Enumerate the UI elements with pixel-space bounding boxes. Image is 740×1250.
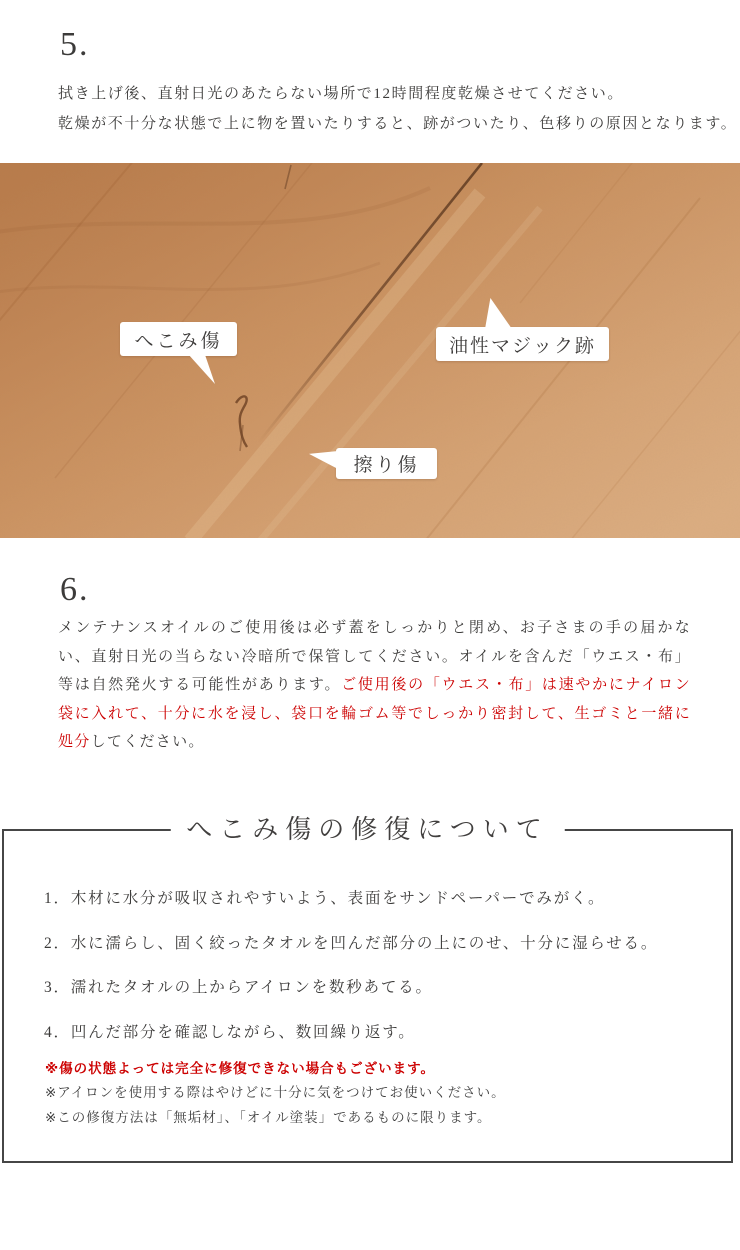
section5-text [58, 79, 737, 139]
repair-steps-list [44, 877, 658, 1055]
dent-repair-section-box [2, 815, 733, 1163]
repair-step-2: 2．水に濡らし、固く絞ったタオルを凹んだ部分の上にのせ、十分に湿らせる。 [44, 934, 659, 952]
section6-text-normal-1: メンテナンスオイルのご使用後は必ず蓋をしっかりと閉め、お子さまの手の届かない、直射日光の当らない冷暗所で保管してください。オイルを含んだ「ウエス・布」等は自然発火する可能性があります。 [58, 620, 691, 694]
wood-texture-graphic [0, 163, 740, 538]
callout-scratch: 擦り傷 [336, 448, 437, 479]
note-line-material: ※この修復方法は「無垢材」、「オイル塗装」であるものに限ります。 [45, 1109, 492, 1125]
callout-dent: へこみ傷 [120, 322, 237, 356]
repair-step-3: 3．濡れたタオルの上からアイロンを数秒あてる。 [44, 979, 433, 996]
note-line-warning: ※傷の状態よっては完全に修復できない場合もございます。 [45, 1061, 436, 1076]
section6-paragraph [58, 614, 691, 757]
note-line-iron: ※アイロンを使用する際はやけどに十分に気をつけてお使いください。 [45, 1085, 506, 1101]
repair-section-title: へこみ傷の修復について [170, 812, 564, 848]
callout-marker-mark: 油性マジック跡 [436, 327, 609, 361]
repair-notes [45, 1057, 506, 1130]
repair-step-1: 1．木材に水分が吸収されやすいよう、表面をサンドペーパーでみがく。 [44, 890, 606, 907]
section5-line2: 乾燥が不十分な状態で上に物を置いたりすると、跡がついたり、色移りの原因となります。 [58, 116, 738, 132]
repair-step-4: 4．凹んだ部分を確認しながら、数回繰り返す。 [44, 1023, 416, 1041]
section5-line1: 拭き上げ後、直射日光のあたらない場所で12時間程度乾燥させてください。 [58, 86, 625, 102]
section6-text-red-warning: ご使用後の「ウエス・布」は速やかにナイロン袋に入れて、十分に水を浸し、袋口を輪ゴム等でしっかり密封して、生ゴミと一緒に処分 [58, 677, 691, 751]
section6-text-normal-2: してください。 [90, 734, 205, 751]
wood-photo-image [0, 163, 740, 538]
section6-number: 6. [60, 571, 90, 608]
section5-number: 5. [60, 26, 90, 63]
